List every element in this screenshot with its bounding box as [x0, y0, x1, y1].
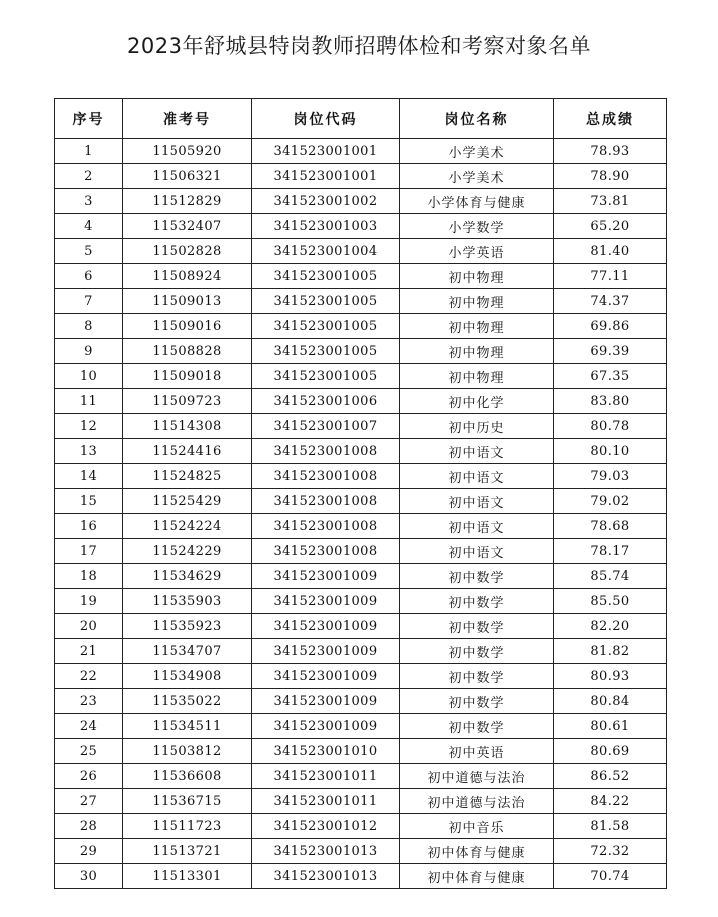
table-row [55, 739, 667, 764]
cell-position-code: 341523001009 [252, 664, 400, 689]
cell-position-code: 341523001009 [252, 689, 400, 714]
cell-total-score: 80.78 [554, 414, 667, 439]
cell-exam-number: 11509013 [123, 289, 252, 314]
cell-position-name: 初中语文 [400, 439, 554, 464]
table-row [55, 764, 667, 789]
table-row [55, 714, 667, 739]
cell-exam-number: 11532407 [123, 214, 252, 239]
cell-exam-number: 11535903 [123, 589, 252, 614]
cell-position-code: 341523001013 [252, 864, 400, 889]
table-row [55, 864, 667, 889]
cell-position-code: 341523001001 [252, 139, 400, 164]
cell-position-name: 初中数学 [400, 714, 554, 739]
cell-position-code: 341523001013 [252, 839, 400, 864]
cell-exam-number: 11524229 [123, 539, 252, 564]
cell-total-score: 81.40 [554, 239, 667, 264]
cell-position-code: 341523001010 [252, 739, 400, 764]
cell-serial-number: 2 [55, 164, 123, 189]
table-row [55, 789, 667, 814]
cell-serial-number: 20 [55, 614, 123, 639]
cell-position-name: 初中物理 [400, 289, 554, 314]
cell-total-score: 81.82 [554, 639, 667, 664]
cell-total-score: 84.22 [554, 789, 667, 814]
cell-position-code: 341523001009 [252, 714, 400, 739]
candidate-table [54, 98, 667, 889]
cell-position-name: 初中物理 [400, 314, 554, 339]
cell-position-name: 初中道德与法治 [400, 764, 554, 789]
table-row [55, 614, 667, 639]
cell-serial-number: 29 [55, 839, 123, 864]
table-row [55, 489, 667, 514]
cell-exam-number: 11535022 [123, 689, 252, 714]
cell-exam-number: 11509016 [123, 314, 252, 339]
cell-serial-number: 28 [55, 814, 123, 839]
table-row [55, 289, 667, 314]
table-header-row [55, 99, 667, 139]
table-row [55, 539, 667, 564]
document-title: 2023年舒城县特岗教师招聘体检和考察对象名单 [127, 34, 591, 58]
cell-position-code: 341523001005 [252, 264, 400, 289]
cell-position-name: 小学体育与健康 [400, 189, 554, 214]
cell-position-code: 341523001003 [252, 214, 400, 239]
table-row [55, 564, 667, 589]
cell-serial-number: 6 [55, 264, 123, 289]
cell-total-score: 78.90 [554, 164, 667, 189]
cell-serial-number: 12 [55, 414, 123, 439]
cell-exam-number: 11508828 [123, 339, 252, 364]
cell-position-name: 小学英语 [400, 239, 554, 264]
cell-total-score: 77.11 [554, 264, 667, 289]
cell-position-code: 341523001005 [252, 314, 400, 339]
cell-exam-number: 11506321 [123, 164, 252, 189]
table-row [55, 139, 667, 164]
cell-position-code: 341523001005 [252, 364, 400, 389]
cell-total-score: 78.93 [554, 139, 667, 164]
table-row [55, 189, 667, 214]
cell-serial-number: 27 [55, 789, 123, 814]
cell-exam-number: 11508924 [123, 264, 252, 289]
cell-exam-number: 11509018 [123, 364, 252, 389]
cell-total-score: 79.03 [554, 464, 667, 489]
cell-position-name: 初中道德与法治 [400, 789, 554, 814]
cell-exam-number: 11512829 [123, 189, 252, 214]
cell-position-name: 初中体育与健康 [400, 864, 554, 889]
cell-total-score: 80.84 [554, 689, 667, 714]
cell-total-score: 73.81 [554, 189, 667, 214]
cell-serial-number: 5 [55, 239, 123, 264]
cell-exam-number: 11502828 [123, 239, 252, 264]
cell-serial-number: 30 [55, 864, 123, 889]
cell-position-code: 341523001007 [252, 414, 400, 439]
table-row [55, 214, 667, 239]
cell-position-code: 341523001005 [252, 289, 400, 314]
cell-exam-number: 11513301 [123, 864, 252, 889]
cell-exam-number: 11524825 [123, 464, 252, 489]
cell-total-score: 80.10 [554, 439, 667, 464]
table-row [55, 464, 667, 489]
header-exam-number: 准考号 [123, 99, 252, 139]
cell-total-score: 67.35 [554, 364, 667, 389]
cell-total-score: 81.58 [554, 814, 667, 839]
cell-position-code: 341523001009 [252, 614, 400, 639]
cell-serial-number: 4 [55, 214, 123, 239]
header-serial-number: 序号 [55, 99, 123, 139]
cell-total-score: 86.52 [554, 764, 667, 789]
table-row [55, 314, 667, 339]
table-row [55, 364, 667, 389]
cell-total-score: 70.74 [554, 864, 667, 889]
cell-exam-number: 11513721 [123, 839, 252, 864]
table-row [55, 839, 667, 864]
cell-exam-number: 11536608 [123, 764, 252, 789]
cell-position-code: 341523001008 [252, 539, 400, 564]
table-row [55, 639, 667, 664]
cell-serial-number: 11 [55, 389, 123, 414]
cell-total-score: 85.74 [554, 564, 667, 589]
cell-total-score: 65.20 [554, 214, 667, 239]
header-position-name: 岗位名称 [400, 99, 554, 139]
cell-position-code: 341523001011 [252, 764, 400, 789]
cell-total-score: 80.69 [554, 739, 667, 764]
cell-position-code: 341523001012 [252, 814, 400, 839]
cell-exam-number: 11534511 [123, 714, 252, 739]
cell-serial-number: 7 [55, 289, 123, 314]
cell-position-code: 341523001009 [252, 564, 400, 589]
table-row [55, 814, 667, 839]
table-row [55, 689, 667, 714]
cell-position-name: 初中数学 [400, 639, 554, 664]
cell-position-name: 初中化学 [400, 389, 554, 414]
cell-position-name: 初中语文 [400, 464, 554, 489]
cell-position-name: 小学美术 [400, 164, 554, 189]
table-row [55, 414, 667, 439]
cell-position-code: 341523001008 [252, 514, 400, 539]
cell-position-code: 341523001005 [252, 339, 400, 364]
cell-serial-number: 9 [55, 339, 123, 364]
cell-serial-number: 13 [55, 439, 123, 464]
cell-serial-number: 19 [55, 589, 123, 614]
table-row [55, 589, 667, 614]
cell-total-score: 74.37 [554, 289, 667, 314]
cell-exam-number: 11503812 [123, 739, 252, 764]
cell-exam-number: 11514308 [123, 414, 252, 439]
cell-position-code: 341523001008 [252, 464, 400, 489]
cell-exam-number: 11509723 [123, 389, 252, 414]
cell-serial-number: 15 [55, 489, 123, 514]
table-row [55, 439, 667, 464]
cell-total-score: 78.17 [554, 539, 667, 564]
cell-serial-number: 22 [55, 664, 123, 689]
cell-position-code: 341523001009 [252, 589, 400, 614]
cell-total-score: 83.80 [554, 389, 667, 414]
table-row [55, 264, 667, 289]
cell-position-name: 初中数学 [400, 589, 554, 614]
cell-serial-number: 18 [55, 564, 123, 589]
cell-serial-number: 14 [55, 464, 123, 489]
cell-exam-number: 11534707 [123, 639, 252, 664]
cell-position-code: 341523001009 [252, 639, 400, 664]
cell-position-name: 小学数学 [400, 214, 554, 239]
cell-position-name: 初中物理 [400, 364, 554, 389]
cell-position-code: 341523001001 [252, 164, 400, 189]
cell-position-name: 初中数学 [400, 614, 554, 639]
cell-total-score: 69.39 [554, 339, 667, 364]
cell-serial-number: 10 [55, 364, 123, 389]
cell-total-score: 72.32 [554, 839, 667, 864]
cell-position-name: 小学美术 [400, 139, 554, 164]
cell-total-score: 69.86 [554, 314, 667, 339]
cell-position-name: 初中音乐 [400, 814, 554, 839]
table-body [55, 139, 667, 889]
cell-position-name: 初中语文 [400, 489, 554, 514]
table-row [55, 514, 667, 539]
cell-exam-number: 11536715 [123, 789, 252, 814]
cell-position-code: 341523001011 [252, 789, 400, 814]
cell-total-score: 85.50 [554, 589, 667, 614]
cell-serial-number: 23 [55, 689, 123, 714]
cell-position-name: 初中数学 [400, 664, 554, 689]
cell-position-name: 初中物理 [400, 264, 554, 289]
cell-position-name: 初中语文 [400, 539, 554, 564]
table-row [55, 664, 667, 689]
cell-exam-number: 11505920 [123, 139, 252, 164]
cell-exam-number: 11524416 [123, 439, 252, 464]
cell-serial-number: 25 [55, 739, 123, 764]
cell-position-code: 341523001008 [252, 439, 400, 464]
cell-total-score: 78.68 [554, 514, 667, 539]
cell-serial-number: 17 [55, 539, 123, 564]
cell-serial-number: 26 [55, 764, 123, 789]
table-row [55, 164, 667, 189]
cell-exam-number: 11525429 [123, 489, 252, 514]
cell-position-name: 初中体育与健康 [400, 839, 554, 864]
cell-serial-number: 24 [55, 714, 123, 739]
cell-serial-number: 8 [55, 314, 123, 339]
cell-position-name: 初中数学 [400, 689, 554, 714]
cell-exam-number: 11534629 [123, 564, 252, 589]
cell-total-score: 80.61 [554, 714, 667, 739]
cell-exam-number: 11524224 [123, 514, 252, 539]
cell-position-name: 初中英语 [400, 739, 554, 764]
cell-position-name: 初中数学 [400, 564, 554, 589]
cell-position-code: 341523001002 [252, 189, 400, 214]
cell-serial-number: 16 [55, 514, 123, 539]
cell-position-name: 初中物理 [400, 339, 554, 364]
cell-exam-number: 11534908 [123, 664, 252, 689]
cell-total-score: 79.02 [554, 489, 667, 514]
cell-position-code: 341523001006 [252, 389, 400, 414]
header-position-code: 岗位代码 [252, 99, 400, 139]
cell-exam-number: 11535923 [123, 614, 252, 639]
cell-serial-number: 3 [55, 189, 123, 214]
cell-position-name: 初中语文 [400, 514, 554, 539]
table-row [55, 239, 667, 264]
cell-serial-number: 1 [55, 139, 123, 164]
table-row [55, 389, 667, 414]
cell-position-code: 341523001008 [252, 489, 400, 514]
cell-serial-number: 21 [55, 639, 123, 664]
cell-position-code: 341523001004 [252, 239, 400, 264]
cell-total-score: 82.20 [554, 614, 667, 639]
cell-exam-number: 11511723 [123, 814, 252, 839]
header-total-score: 总成绩 [554, 99, 667, 139]
cell-position-name: 初中历史 [400, 414, 554, 439]
table-row [55, 339, 667, 364]
cell-total-score: 80.93 [554, 664, 667, 689]
